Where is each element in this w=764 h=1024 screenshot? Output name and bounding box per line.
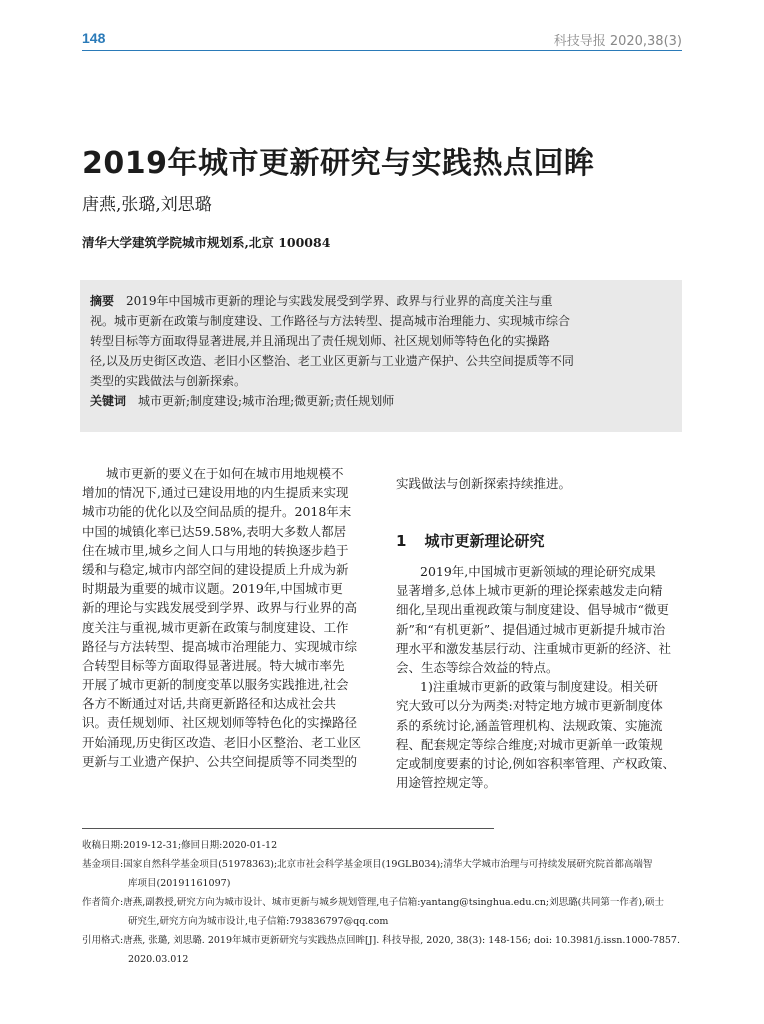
- citation-line: 引用格式:唐燕, 张璐, 刘思璐. 2019年城市更新研究与实践热点回眸[J]. 科技导报, 2020, 38(3): 148-156; doi: 10.3981/j.issn.1000-7857.: [82, 935, 680, 946]
- abstract-text: 2019年中国城市更新的理论与实践发展受到学界、政界与行业界的高度关注与重: [126, 294, 553, 308]
- body-line: 开始涌现,历史街区改造、老旧小区整治、老工业区: [82, 734, 361, 750]
- journal-info: 科技导报 2020,38(3): [553, 34, 682, 49]
- body-line: 显著增多,总体上城市更新的理论探索越发走向精: [396, 583, 663, 599]
- article-authors: 唐燕,张璐,刘思璐: [82, 195, 212, 215]
- keywords-text: 城市更新;制度建设;城市治理;微更新;责任规划师: [138, 394, 395, 408]
- footnote-rule: [82, 828, 494, 829]
- body-line: 路径与方法转型、提高城市治理能力、实现城市综: [82, 638, 358, 654]
- abstract-label: 摘要: [90, 294, 115, 308]
- body-right-column-top: [396, 474, 684, 493]
- section-number: 1: [396, 532, 407, 550]
- body-line: 识。责任规划师、社区规划师等特色化的实操路径: [82, 715, 358, 731]
- body-line: 会、生态等综合效益的特点。: [396, 659, 559, 675]
- abstract-line: 径,以及历史街区改造、老旧小区整治、老工业区更新与工业遗产保护、公共空间提质等不同: [90, 354, 574, 368]
- body-line: 中国的城镇化率已达59.58%,表明大多数人都居: [82, 523, 347, 539]
- body-line: 各方不断通过对话,共商更新路径和达成社会共: [82, 696, 336, 712]
- body-line: 用途管控规定等。: [396, 775, 497, 791]
- body-line: 究大致可以分为两类:对特定地方城市更新制度体: [396, 698, 663, 714]
- body-right-column: [396, 562, 684, 792]
- body-line: 1)注重城市更新的政策与制度建设。相关研: [420, 679, 658, 695]
- body-line: 2019年,中国城市更新领域的理论研究成果: [420, 564, 656, 579]
- footnotes: [82, 836, 702, 969]
- author-info-line: 研究生,研究方向为城市设计,电子信箱:793836797@qq.com: [128, 916, 389, 927]
- body-line: 度关注与重视,城市更新在政策与制度建设、工作: [82, 619, 349, 635]
- article-title: 2019年城市更新研究与实践热点回眸: [82, 146, 595, 181]
- body-left-column: [82, 464, 372, 771]
- keywords-line: [90, 391, 670, 411]
- abstract-box: [80, 280, 682, 432]
- received-dates: 收稿日期:2019-12-31;修回日期:2020-01-12: [82, 840, 278, 851]
- page-header: [82, 28, 682, 50]
- body-line: 缓和与稳定,城市内部空间的建设提质上升成为新: [82, 561, 349, 577]
- author-info-line: 作者简介:唐燕,副教授,研究方向为城市设计、城市更新与城乡规划管理,电子信箱:yantang@tsinghua.edu.cn;刘思璐(共同第一作者),硕士: [82, 897, 665, 908]
- body-line: 细化,呈现出重视政策与制度建设、倡导城市“微更: [396, 602, 669, 618]
- abstract-line: 转型目标等方面取得显著进展,并且涌现出了责任规划师、社区规划师等特色化的实操路: [90, 334, 550, 348]
- funding-line: 库项目(20191161097): [128, 878, 231, 889]
- body-line: 实践做法与创新探索持续推进。: [396, 476, 572, 491]
- header-rule: [82, 50, 682, 51]
- article-affiliation: 清华大学建筑学院城市规划系,北京 100084: [82, 235, 331, 250]
- body-line: 系的系统讨论,涵盖管理机构、法规政策、实施流: [396, 717, 663, 733]
- abstract-line: [90, 291, 670, 311]
- abstract-line: 视。城市更新在政策与制度建设、工作路径与方法转型、提高城市治理能力、实现城市综合: [90, 314, 571, 328]
- body-line: 开展了城市更新的制度变革以服务实践推进,社会: [82, 677, 349, 693]
- body-line: 新”和“有机更新”、提倡通过城市更新提升城市治: [396, 621, 666, 637]
- body-line: 住在城市里,城乡之间人口与用地的转换逐步趋于: [82, 542, 349, 558]
- section-heading: [396, 530, 544, 551]
- abstract-line: 类型的实践做法与创新探索。: [90, 374, 247, 388]
- body-line: 时期最为重要的城市议题。2019年,中国城市更: [82, 581, 343, 597]
- body-line: 增加的情况下,通过已建设用地的内生提质来实现: [82, 485, 349, 501]
- citation-line: 2020.03.012: [128, 954, 189, 965]
- body-line: 更新与工业遗产保护、公共空间提质等不同类型的: [82, 753, 358, 769]
- body-line: 城市功能的优化以及空间品质的提升。2018年末: [82, 504, 352, 520]
- keywords-label: 关键词: [90, 394, 127, 408]
- body-line: 新的理论与实践发展受到学界、政界与行业界的高: [82, 600, 358, 616]
- funding-line: 基金项目:国家自然科学基金项目(51978363);北京市社会科学基金项目(19GLB034);清华大学城市治理与可持续发展研究院首都高端智: [82, 859, 653, 870]
- body-line: 城市更新的要义在于如何在城市用地规模不: [106, 466, 344, 481]
- page-number: 148: [82, 30, 106, 46]
- section-title: 城市更新理论研究: [424, 532, 545, 550]
- body-line: 理水平和激发基层行动、注重城市更新的经济、社: [396, 640, 672, 656]
- body-line: 合转型目标等方面取得显著进展。特大城市率先: [82, 657, 345, 673]
- body-line: 程、配套规定等综合维度;对城市更新单一政策规: [396, 736, 663, 752]
- body-line: 定或制度要素的讨论,例如容积率管理、产权政策、: [396, 755, 675, 771]
